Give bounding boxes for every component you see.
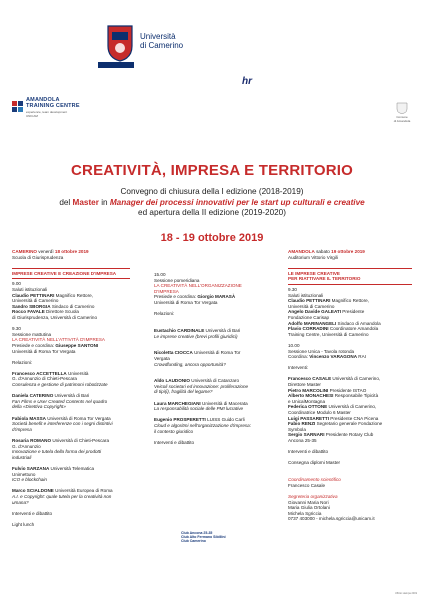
speaker-entry: Eustachio CARDINALE Università di Bari	[154, 327, 241, 333]
session-title: LA CREATIVITÀ NELL'ORGANIZZAZIONE	[154, 283, 242, 289]
consegna-label: Consegna diplomi Master	[288, 460, 341, 466]
talk-title: della «Direttiva Copyright»	[12, 404, 66, 410]
university-name-line2: di Camerino	[140, 41, 184, 50]
club-line: Club Camerino	[181, 539, 206, 544]
comune-line1: Comune	[396, 115, 408, 119]
subtitle-line2: del Master in Manager dei processi innovativi per le start up culturali e creative	[59, 197, 365, 207]
speaker-entry: Claudio PETTINARI Magnifico Rettore,	[12, 292, 93, 298]
amandola-name	[26, 97, 106, 109]
coord-sci-name: Francesco Casale	[288, 482, 326, 488]
divider	[12, 268, 130, 269]
speaker-role: Ancona 25-35	[288, 438, 317, 443]
speaker-role: Symbola	[288, 426, 306, 432]
program-day2	[288, 249, 412, 522]
speaker-entry: Nicoletta CIOCCA Università di Roma Tor	[154, 350, 241, 356]
speaker-entry: Angelo Davide GALEATI Presidente	[288, 309, 365, 315]
chair-entry: Presiede e coordina: Giorgio MARASÀ	[154, 294, 236, 300]
talk-title: Consulenza e gestione di patrimoni robotizzate	[12, 382, 108, 388]
speaker-role: G. d'Annunzio	[12, 443, 41, 449]
speaker-role: Direttore Master	[288, 382, 321, 388]
talk-title: Veicoli societari ed innovazione: proliferazione	[154, 383, 249, 389]
segreteria-name: Maria Giulia Ortolani	[288, 505, 330, 511]
session-label: Sessione mattutina	[12, 331, 52, 337]
speaker-entry: Fabiola MASSA Università di Roma Tor Vergata	[12, 415, 111, 421]
speaker-entry: Claudio PETTINARI Magnifico Rettore,	[288, 298, 369, 304]
relazioni-label: Relazioni:	[154, 311, 175, 317]
divider	[288, 284, 412, 285]
amandola-line1: AMANDOLA	[26, 97, 60, 103]
saluti-label: Saluti istituzionali	[12, 286, 48, 292]
session-label: Sessione Unica - Tavola rotonda	[288, 348, 355, 354]
talk-title: di tipi(i), fragilità del legame?	[154, 389, 213, 395]
footer-note: Ufficio stampa 2019	[395, 592, 418, 595]
speaker-entry: Pietro MARCOLINI Presidente ISTAO	[288, 387, 367, 393]
day2-session-title: LE IMPRESE CREATIVE	[288, 270, 340, 276]
light-lunch-label: Light lunch	[12, 521, 35, 527]
coord-sci-label: Coordinamento scientifico	[288, 477, 341, 483]
club-line: Club Ancona 25-35	[181, 531, 213, 535]
program-day1-morning	[12, 249, 130, 528]
speaker-entry: Rocco FAVALE Direttore Scuola	[12, 309, 79, 315]
divider	[12, 278, 130, 279]
coordinator-entry: Coordina: Vincenzo VARAGONA RAI	[288, 354, 366, 360]
club-line: Club Alto Fermano Sibillini	[181, 535, 226, 540]
talk-title: Cloud e algoritmi nell'organizzazione d'impresa:	[154, 423, 251, 429]
comune-line2: di Amandola	[393, 118, 411, 123]
interventi-label: Interventi e dibattito	[154, 439, 195, 445]
time-label: 15.00	[154, 272, 166, 277]
interventi-label: Interventi e dibattito	[12, 510, 53, 516]
comune-crest-icon	[396, 102, 408, 114]
speaker-entry: Francesco ACCETTELLA Università	[12, 370, 89, 376]
subtitle-line3: ed apertura della II edizione (2019-2020)	[138, 208, 286, 217]
talk-title: Crowdfunding, ancora opportunità?	[154, 361, 226, 367]
day2-header: AMANDOLA sabato 19 ottobre 2019	[288, 249, 365, 254]
amandola-subtitle	[26, 111, 106, 118]
speaker-role: Training Centre, Università di Camerino	[288, 331, 369, 337]
day2-venue: Auditorium Vittorio Virgili	[288, 254, 338, 260]
speaker-role: Università di Camerino	[12, 298, 59, 304]
talk-title: Le imprese creative (brevi profili giuridici)	[154, 333, 238, 339]
divider	[288, 268, 412, 269]
speaker-role: e UnicalMontagna	[288, 398, 326, 404]
segreteria-label: Segreteria organizzativa	[288, 493, 338, 499]
talk-title: il contesto giuridico	[154, 428, 194, 434]
talk-title: Società benefit e interferenze con i segni distintivi	[12, 421, 113, 427]
speaker-entry: Daniela CATERINO Università di Bari	[12, 393, 90, 399]
speaker-role: Fondazione Carisap	[288, 314, 330, 320]
segreteria-contact: 0737 403000 - michela.sgriccia@unicam.it	[288, 516, 375, 522]
speaker-entry: Flavio CORRADINI Coordinatore Amandola	[288, 326, 379, 332]
speaker-entry: Laura MARCHEGIANI Università di Macerata	[154, 400, 248, 406]
speaker-role: di Giurisprudenza, Università di Camerino	[12, 314, 98, 320]
comune-amandola-logo	[388, 116, 416, 123]
speaker-entry: Adolfo MARINANGELI Sindaco di Amandola	[288, 320, 381, 326]
session-title: D'IMPRESA	[154, 288, 179, 294]
speaker-entry: Rosaria ROMANO Università di Chieti-Pescara	[12, 438, 110, 443]
chair-entry: Presiede e coordina: Giuseppe SANTONI	[12, 342, 99, 348]
speaker-entry: Aldo LAUDONIO Università di Catanzaro	[154, 378, 240, 384]
university-name-line1: Università	[140, 32, 176, 41]
relazioni-label: Relazioni:	[12, 359, 33, 365]
speaker-entry: Luigi PASSARETTI Presidente CNA Picena	[288, 415, 379, 421]
chair-role: Università di Roma Tor Vergata	[12, 348, 76, 354]
day2-session-title: PER RIATTIVARE IL TERRITORIO	[288, 276, 361, 282]
subtitle-line1: Convegno di chiusura della I edizione (2018-2019)	[120, 187, 304, 196]
unicam-shield-icon	[106, 24, 134, 62]
program-day1-afternoon	[154, 272, 272, 445]
talk-title: La responsabilità sociale delle PMI lucrative	[154, 406, 244, 412]
chair-role: Università di Roma Tor Vergata	[154, 299, 218, 305]
segreteria-name: Michela Sgriccia	[288, 510, 322, 516]
day1-header: CAMERINO venerdì 18 ottobre 2019	[12, 249, 89, 254]
time-label: 9.00	[12, 281, 21, 287]
interventi-heading: Interventi:	[288, 365, 309, 371]
interventi-label: Interventi e dibattito	[288, 449, 329, 455]
time-label: 10.00	[288, 342, 300, 348]
speaker-role: Unimettuno	[12, 471, 36, 477]
speaker-entry: Fabio RENZI Segretario generale Fondazione	[288, 421, 383, 427]
unicam-logo	[96, 22, 252, 87]
speaker-role: Vergata	[154, 355, 170, 361]
event-subtitle	[0, 187, 424, 219]
time-label: 9.30	[288, 286, 297, 292]
speaker-role: Coordinatrice Modulo 6 Master	[288, 410, 351, 416]
session-label: Sessione pomeridiana	[154, 277, 200, 283]
talk-title: umana?	[12, 499, 29, 505]
segreteria-name: Giovanni Maria Nori	[288, 499, 329, 505]
speaker-entry: Eugenio PROSPERETTI LUISS Guido Carli	[154, 417, 245, 423]
unicam-shield-base	[98, 62, 134, 68]
speaker-entry: Alberto MONACHESI Responsabile Tipicità	[288, 393, 379, 399]
amandola-sub1: experience, team development	[26, 110, 68, 114]
talk-title: Innovazione e tutela della forma dei prodotti	[12, 449, 102, 455]
session-title: LA CREATIVITÀ NELL'ATTIVITÀ D'IMPRESA	[12, 337, 105, 343]
speaker-entry: Francesco CASALE Università di Camerino,	[288, 376, 381, 382]
saluti-label: Saluti istituzionali	[288, 292, 324, 298]
speaker-role: G. d'Annunzio di Chieti-Pescara	[12, 376, 77, 382]
talk-title: A.I. e Copyright: quale tutela per la creatività non	[12, 493, 112, 499]
talk-title: Fan Films e User Created Contents nel quadro	[12, 398, 108, 404]
time-label: 9.30	[12, 326, 21, 332]
speaker-entry: Fulvio SARZANA Università Telematica	[12, 465, 95, 471]
day1-venue: Scuola di Giurisprudenza	[12, 254, 64, 260]
speaker-entry: Sergio SARNARI Presidente Rotary Club	[288, 432, 374, 438]
talk-title: ICO e blockchain	[12, 477, 47, 483]
speaker-entry: Sandro SBORGIA Sindaco di Camerino	[12, 303, 95, 309]
speaker-entry: Marco SCIALDONE Università Europea di Roma	[12, 488, 113, 494]
speaker-role: Università di Camerino	[288, 303, 335, 309]
amandola-mark-icon	[12, 101, 24, 113]
university-name	[140, 32, 183, 50]
talk-title: d'impresa	[12, 426, 32, 432]
day1-session-title: IMPRESE CREATIVE E CREAZIONE D'IMPRESA	[12, 270, 117, 276]
rotary-clubs	[181, 531, 226, 544]
amandola-line2: TRAINING CENTRE	[26, 103, 80, 109]
page-title: CREATIVITÀ, IMPRESA E TERRITORIO	[71, 162, 353, 179]
hr-logo: hr	[242, 76, 252, 87]
amandola-sub2: UNICAM	[26, 113, 38, 118]
talk-title: industriali	[12, 454, 32, 460]
speaker-entry: Federica OTTONE Università di Camerino,	[288, 404, 377, 410]
event-dates: 18 - 19 ottobre 2019	[160, 232, 264, 244]
